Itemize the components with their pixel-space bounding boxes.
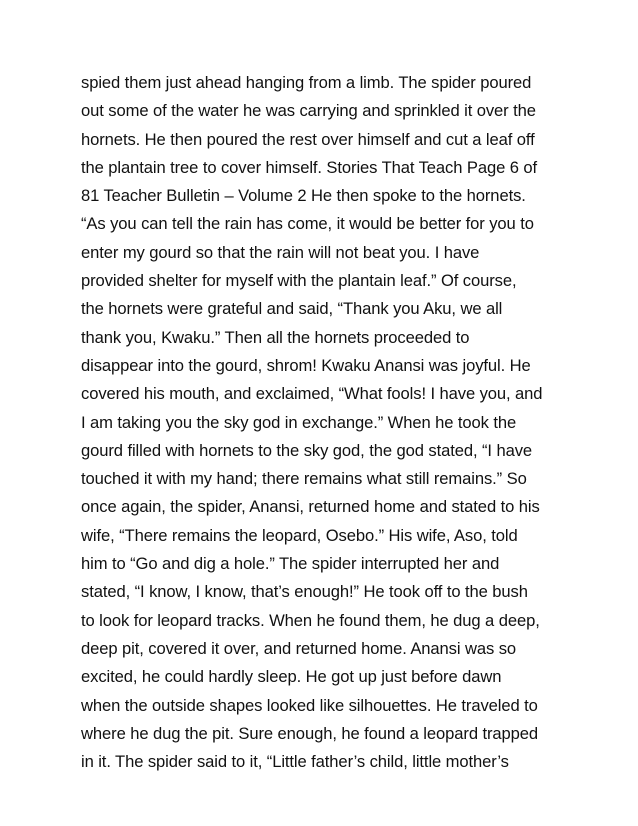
text-line-16: once again, the spider, Anansi, returned home and stated to his [81, 497, 540, 517]
text-line-10: thank you, Kwaku.” Then all the hornets proceeded to [81, 327, 470, 347]
body-text [81, 69, 581, 776]
text-line-13: I am taking you the sky god in exchange.” When he took the [81, 412, 517, 432]
text-line-18: him to “Go and dig a hole.” The spider interrupted her and [81, 554, 500, 574]
text-line-8: provided shelter for myself with the plantain leaf.” Of course, [81, 271, 517, 291]
text-line-12: covered his mouth, and exclaimed, “What fools! I have you, and [81, 384, 543, 404]
text-line-23: when the outside shapes looked like silhouettes. He traveled to [81, 695, 538, 715]
text-line-7: enter my gourd so that the rain will not beat you. I have [81, 242, 480, 262]
text-line-1: spied them just ahead hanging from a limb. The spider poured [81, 73, 532, 92]
text-line-21: deep pit, covered it over, and returned home. Anansi was so [81, 638, 517, 658]
text-line-2: out some of the water he was carrying and sprinkled it over the [81, 101, 536, 121]
text-line-14: gourd filled with hornets to the sky god, the god stated, “I have [81, 440, 533, 460]
text-line-5: 81 Teacher Bulletin – Volume 2 He then spoke to the hornets. [81, 186, 526, 206]
text-line-11: disappear into the gourd, shrom! Kwaku Anansi was joyful. He [81, 355, 531, 375]
text-line-9: the hornets were grateful and said, “Thank you Aku, we all [81, 299, 503, 319]
text-line-17: wife, “There remains the leopard, Osebo.” His wife, Aso, told [81, 525, 518, 545]
text-line-22: excited, he could hardly sleep. He got up just before dawn [81, 667, 502, 687]
text-line-20: to look for leopard tracks. When he found them, he dug a deep, [81, 610, 540, 630]
text-line-19: stated, “I know, I know, that’s enough!” He took off to the bush [81, 582, 528, 602]
text-line-4: the plantain tree to cover himself. Stories That Teach Page 6 of [81, 157, 538, 177]
text-line-15: touched it with my hand; there remains what still remains.” So [81, 469, 527, 489]
text-line-25: in it. The spider said to it, “Little father’s child, little mother’s [81, 752, 509, 772]
text-line-3: hornets. He then poured the rest over himself and cut a leaf off [81, 129, 535, 149]
text-line-24: where he dug the pit. Sure enough, he found a leopard trapped [81, 723, 539, 743]
text-line-6: “As you can tell the rain has come, it would be better for you to [81, 214, 534, 234]
